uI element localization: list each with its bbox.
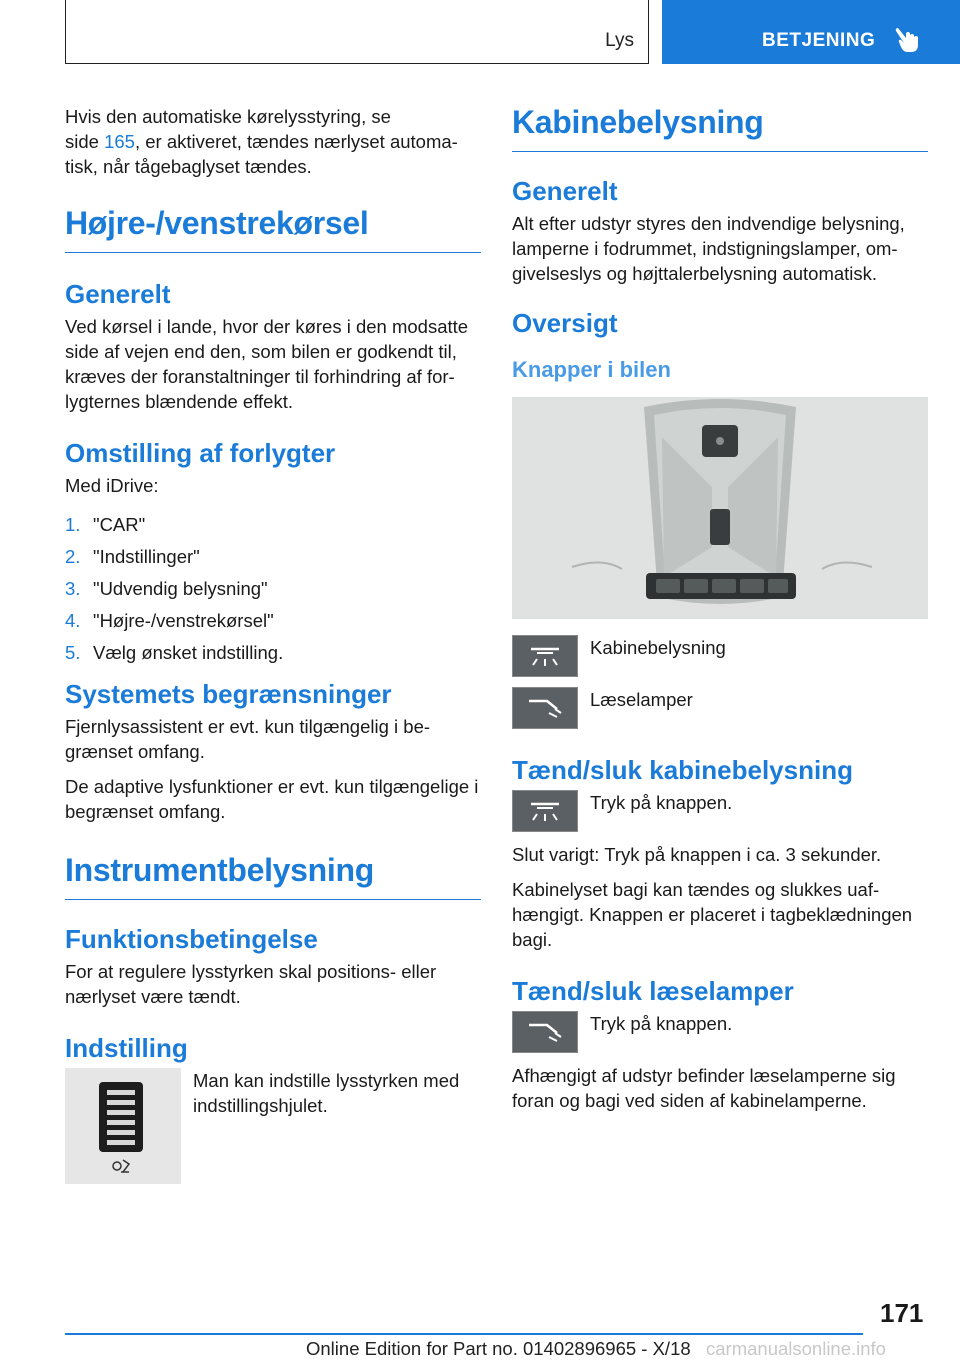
reading-press-row xyxy=(512,1011,928,1053)
idrive-steps xyxy=(65,512,481,665)
intro-suffix: , er aktiveret, tændes nærlyset automa- xyxy=(134,131,458,152)
page-link-165[interactable]: 165 xyxy=(104,131,135,152)
heading-generelt-right: Generelt xyxy=(512,176,618,206)
step-text: Vælg ønsket indstilling. xyxy=(93,642,284,663)
reading-lamp-icon xyxy=(512,687,578,729)
intro-prefix: side xyxy=(65,131,105,152)
setting-text: Man kan indstille lysstyrken med indstillingshjulet. xyxy=(193,1070,460,1116)
step-item xyxy=(65,576,481,601)
legend-row-reading xyxy=(512,687,928,729)
setting-row xyxy=(65,1068,481,1184)
header-section-title: Lys xyxy=(605,30,634,51)
intro-paragraph xyxy=(65,104,481,179)
footer-divider xyxy=(65,1333,863,1335)
heading-kabinebelysning: Kabinebelysning xyxy=(512,104,928,152)
heading-taend-sluk-laeselamper: Tænd/sluk læselamper xyxy=(512,976,794,1006)
footer-edition: Online Edition for Part no. 01402896965 - X/18 xyxy=(306,1338,691,1359)
step-number: 2. xyxy=(65,546,81,567)
footer-watermark: carmanualsonline.info xyxy=(706,1338,886,1359)
cabin-control-panel-photo xyxy=(512,397,928,619)
cabin-press-row xyxy=(512,790,928,832)
step-text: "CAR" xyxy=(93,514,146,535)
step-item xyxy=(65,544,481,569)
step-item xyxy=(65,640,481,665)
cabin-paragraph-2: Kabinelyset bagi kan tændes og slukkes uaf-hængigt. Knappen er placeret i tagbeklædningen bagi. xyxy=(512,879,913,950)
step-item xyxy=(65,608,481,633)
header-chapter-tab xyxy=(662,0,960,64)
intro-line1: Hvis den automatiske kørelysstyring, se xyxy=(65,106,391,127)
cabin-light-icon xyxy=(512,790,578,832)
limits-paragraph-2: De adaptive lysfunktioner er evt. kun tilgængelige i begrænset omfang. xyxy=(65,776,479,822)
heading-hojre-venstrekorsel: Højre-/venstrekørsel xyxy=(65,205,481,253)
legend-label-cabin: Kabinebelysning xyxy=(590,637,726,658)
general-paragraph-right: Alt efter udstyr styres den indvendige belysning, lamperne i fodrummet, indstigningslamper, om-givelseslys og højttalerbelysning automatisk. xyxy=(512,213,905,284)
idrive-intro: Med iDrive: xyxy=(65,475,159,496)
heading-funktionsbetingelse: Funktionsbetingelse xyxy=(65,924,318,954)
step-number: 1. xyxy=(65,514,81,535)
heading-instrumentbelysning: Instrumentbelysning xyxy=(65,852,481,900)
pointing-hand-icon xyxy=(894,26,920,54)
general-paragraph-left: Ved kørsel i lande, hvor der køres i den modsatte side af vejen end den, som bilen er godkendt til, kræves der foranstaltninger til forhindring af for-lygternes blændende effekt. xyxy=(65,316,469,412)
header-chapter-label: BETJENING xyxy=(762,30,876,51)
header-section-box xyxy=(65,0,649,64)
step-number: 5. xyxy=(65,642,81,663)
reading-press-text: Tryk på knappen. xyxy=(590,1013,733,1034)
func-paragraph: For at regulere lysstyrken skal positions- eller nærlyset være tændt. xyxy=(65,961,437,1007)
cabin-paragraph-1: Slut varigt: Tryk på knappen i ca. 3 sekunder. xyxy=(512,844,882,865)
heading-generelt-left: Generelt xyxy=(65,279,171,309)
legend-label-reading: Læselamper xyxy=(590,689,693,710)
step-number: 4. xyxy=(65,610,81,631)
step-item xyxy=(65,512,481,537)
heading-omstilling: Omstilling af forlygter xyxy=(65,438,336,468)
reading-lamp-icon xyxy=(512,1011,578,1053)
heading-indstilling: Indstilling xyxy=(65,1033,188,1063)
left-column xyxy=(65,104,481,1194)
step-number: 3. xyxy=(65,578,81,599)
legend-row-cabin xyxy=(512,635,928,677)
reading-paragraph: Afhængigt af udstyr befinder læselamperne sig foran og bagi ved siden af kabinelamperne. xyxy=(512,1065,896,1111)
intro-line3: tisk, når tågebaglyset tændes. xyxy=(65,156,312,177)
dimmer-wheel-icon xyxy=(65,1068,181,1184)
step-text: "Højre-/venstrekørsel" xyxy=(93,610,274,631)
page-number: 171 xyxy=(880,1298,924,1328)
step-text: "Udvendig belysning" xyxy=(93,578,268,599)
step-text: "Indstillinger" xyxy=(93,546,200,567)
cabin-press-text: Tryk på knappen. xyxy=(590,792,733,813)
heading-oversigt: Oversigt xyxy=(512,308,618,338)
heading-knapper: Knapper i bilen xyxy=(512,357,671,382)
right-column xyxy=(512,104,928,1123)
heading-begraensninger: Systemets begrænsninger xyxy=(65,679,392,709)
limits-paragraph-1: Fjernlysassistent er evt. kun tilgængelig i be-grænset omfang. xyxy=(65,716,431,762)
heading-taend-sluk-kabine: Tænd/sluk kabinebelysning xyxy=(512,755,853,785)
cabin-light-icon xyxy=(512,635,578,677)
